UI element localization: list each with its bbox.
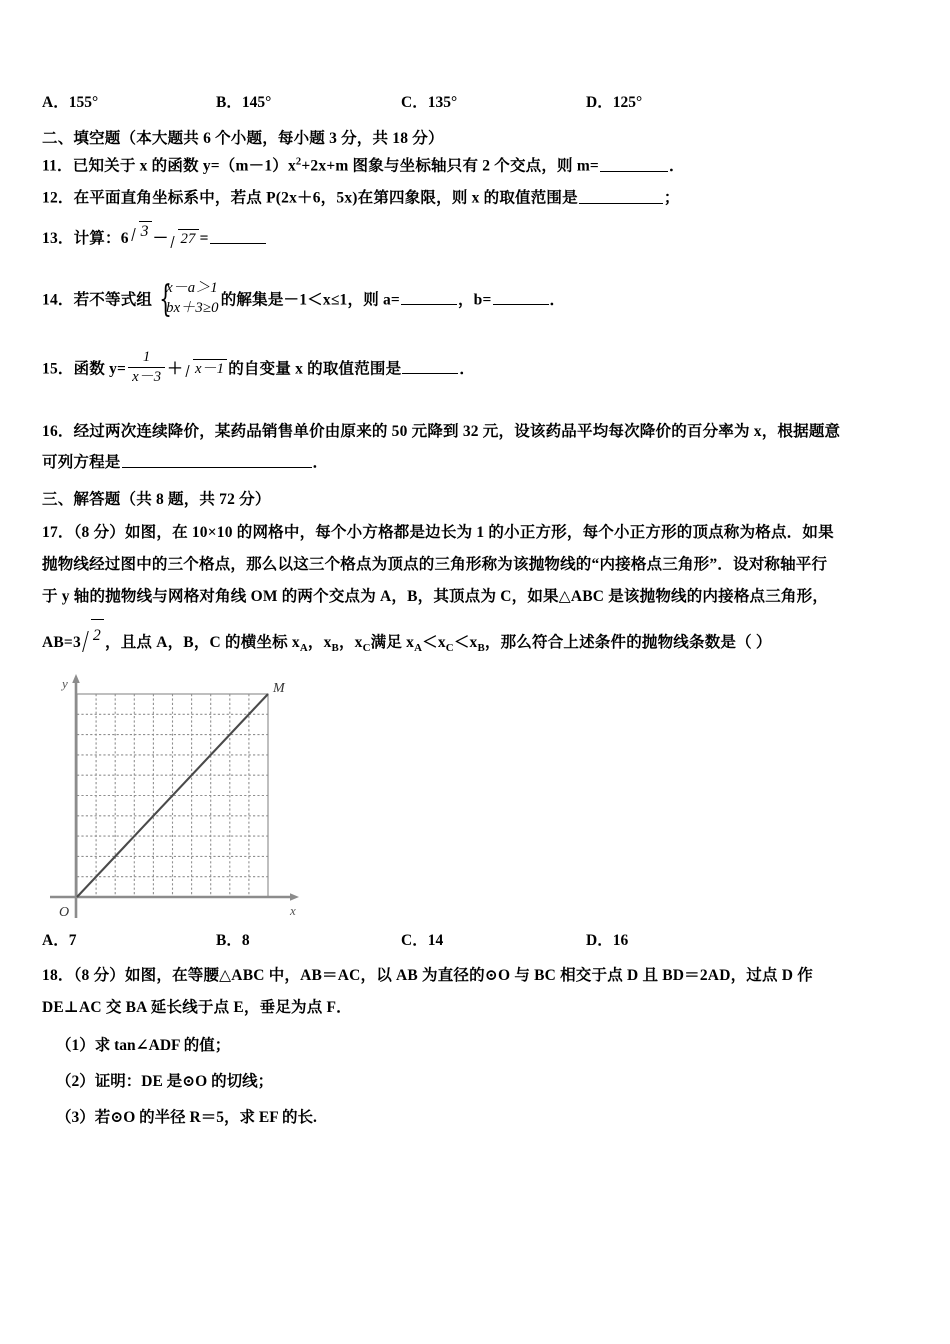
choice-a[interactable]: A．7: [42, 931, 77, 949]
question-17-line-3: 于 y 轴的抛物线与网格对角线 OM 的两个交点为 A，B，其顶点为 C，如果△ABC 是该抛物线的内接格点三角形，: [42, 587, 829, 605]
question-16-line-2: [42, 447, 910, 479]
choice-b[interactable]: B．145°: [216, 94, 272, 111]
question-17-line-4: [42, 626, 910, 659]
question-15-period: ．: [459, 359, 476, 377]
brace-icon: {: [159, 277, 173, 320]
question-14: [42, 279, 910, 319]
question-13-minus: －: [152, 230, 169, 248]
question-12: [42, 188, 910, 208]
question-17-text-1: （8 分）如图，在 10×10 的网格中，每个小方格都是边长为 1 的小正方形，每个小正方形的顶点称为格点．如果: [73, 524, 834, 542]
question-12-text-before: 在平面直角坐标系中，若点 P(2x＋6，5x)在第四象限，则 x 的取值范围是: [73, 189, 578, 207]
question-14-label: 若不等式组: [73, 291, 153, 309]
choice-a[interactable]: A．155°: [42, 94, 99, 111]
question-11-answer-blank[interactable]: [600, 156, 668, 172]
question-17: [42, 517, 910, 660]
question-11-text-mid: +2x+m 图象与坐标轴只有 2 个交点，则 m=: [301, 157, 599, 175]
question-18-part-2: （2）证明：DE 是⊙O 的切线；: [56, 1073, 274, 1091]
question-15-denominator: x－3: [132, 368, 162, 385]
question-13-number: 13．: [42, 230, 74, 248]
question-13-radicand-2: 27: [180, 231, 196, 248]
question-15-number: 15．: [42, 359, 74, 377]
y-axis-label: y: [62, 675, 68, 691]
question-15-radicand: x－1: [195, 360, 225, 377]
question-17-text-4b: ，x: [307, 634, 332, 652]
question-15-answer-blank[interactable]: [402, 358, 458, 374]
question-18-text-1: （8 分）如图，在等腰△ABC 中，AB＝AC，以 AB 为直径的⊙O 与 BC 相交于点 D 且 BD＝2AD，过点 D 作: [73, 966, 813, 984]
question-17-ab-label: AB=3: [42, 634, 81, 652]
question-17-number: 17．: [42, 524, 74, 542]
question-18-line-1: [42, 960, 910, 992]
choice-b[interactable]: B．8: [216, 931, 250, 949]
sqrt-icon: [184, 359, 227, 378]
section-heading-fill-in-blank: 二、填空题（本大题共 6 个小题，每小题 3 分，共 18 分）: [42, 130, 444, 147]
question-15-numerator: 1: [128, 349, 165, 368]
question-11-text-after: ．: [668, 157, 685, 175]
question-12-number: 12．: [42, 189, 74, 207]
question-13: [42, 223, 910, 249]
question-13-coefficient: 6: [120, 230, 129, 248]
question-17-text-4d: 满足 x: [370, 634, 415, 652]
question-14-text-after: ．: [549, 291, 566, 309]
choice-d[interactable]: D．125°: [586, 94, 643, 111]
question-12-answer-blank[interactable]: [579, 188, 663, 204]
question-15-label: 函数 y=: [73, 359, 127, 377]
choice-c[interactable]: C．14: [401, 931, 444, 949]
question-17-radicand: 2: [92, 627, 102, 645]
question-16-number: 16．: [42, 422, 74, 440]
question-17-text-4e: ＜x: [422, 634, 446, 652]
question-18-line-2: DE⊥AC 交 BA 延长线于点 E，垂足为点 F．: [42, 998, 352, 1016]
question-17-line-1: [42, 517, 910, 549]
question-17-choices: [42, 928, 910, 950]
question-18-part-1: （1）求 tan∠ADF 的值；: [56, 1037, 231, 1055]
question-11-exponent: 2: [295, 156, 302, 168]
question-15-text-after: 的自变量 x 的取值范围是: [228, 359, 402, 377]
question-14-inequality-2: bx＋3≥0: [166, 299, 219, 316]
question-15-plus: ＋: [167, 359, 183, 377]
question-17-figure: [42, 666, 342, 924]
question-13-answer-blank[interactable]: [210, 228, 266, 244]
question-16-text-before: 可列方程是: [42, 454, 121, 472]
subscript-b: B: [331, 642, 339, 655]
sqrt-icon: [82, 619, 104, 652]
question-13-label: 计算：: [73, 230, 121, 248]
question-13-radicand-1: 3: [140, 223, 149, 241]
question-18-part-3: （3）若⊙O 的半径 R＝5，求 EF 的长.: [56, 1109, 317, 1127]
grid-diagram: [42, 666, 342, 924]
question-14-text-mid: 的解集是－1＜x≤1，则 a=: [220, 291, 400, 309]
x-axis-arrow-icon: [290, 893, 299, 901]
inequality-system: [154, 279, 219, 319]
question-11: [42, 156, 910, 176]
question-13-equals: =: [199, 230, 209, 248]
question-16-answer-blank[interactable]: [122, 453, 312, 469]
question-11-number: 11．: [42, 157, 73, 175]
question-18-number: 18．: [42, 966, 74, 984]
question-17-text-4c: ，x: [338, 634, 363, 652]
question-14-number: 14．: [42, 291, 74, 309]
choice-d[interactable]: D．16: [586, 931, 629, 949]
subscript-a: A: [299, 642, 308, 655]
question-11-text-before: 已知关于 x 的函数 y=（m－1）x: [72, 157, 296, 175]
question-14-answer-blank-a[interactable]: [401, 290, 457, 306]
sqrt-icon: [130, 221, 152, 242]
question-12-text-after: ；: [663, 189, 680, 207]
question-15: [42, 349, 910, 386]
question-16-line-1: [42, 416, 910, 448]
question-16-text-after: ．: [312, 454, 329, 472]
choice-c[interactable]: C．135°: [401, 94, 458, 111]
question-14-text-mid-2: ，b=: [457, 291, 492, 309]
y-axis-arrow-icon: [72, 674, 80, 683]
question-14-inequality-1: x－a＞1: [166, 279, 218, 296]
question-18: [42, 960, 910, 1024]
section-heading-solve: 三、解答题（共 8 题，共 72 分）: [42, 491, 271, 509]
x-axis-label: x: [290, 902, 296, 918]
question-10-choices: [42, 90, 910, 112]
subscript-c-2: C: [445, 642, 454, 655]
question-16-text: 经过两次连续降价，某药品销售单价由原来的 50 元降到 32 元，设该药品平均每次降价的百分率为 x，根据题意: [73, 422, 841, 440]
page-content: [42, 90, 910, 1127]
question-17-line-2: 抛物线经过图中的三个格点，那么以这三个格点为顶点的三角形称为该抛物线的“内接格点三角形”．设对称轴平行: [42, 555, 828, 573]
fraction: [128, 349, 165, 386]
origin-label: O: [59, 904, 70, 920]
subscript-c: C: [362, 642, 371, 655]
question-14-answer-blank-b[interactable]: [493, 290, 549, 306]
question-17-text-4g: ，那么符合上述条件的抛物线条数是（ ）: [484, 634, 772, 652]
point-m-label: M: [273, 680, 285, 696]
question-17-text-4a: ，且点 A，B，C 的横坐标 x: [105, 634, 300, 652]
sqrt-icon: [169, 229, 198, 248]
question-17-text-4f: ＜x: [453, 634, 478, 652]
subscript-a-2: A: [414, 642, 423, 655]
question-16: [42, 416, 910, 480]
subscript-b-2: B: [477, 642, 485, 655]
